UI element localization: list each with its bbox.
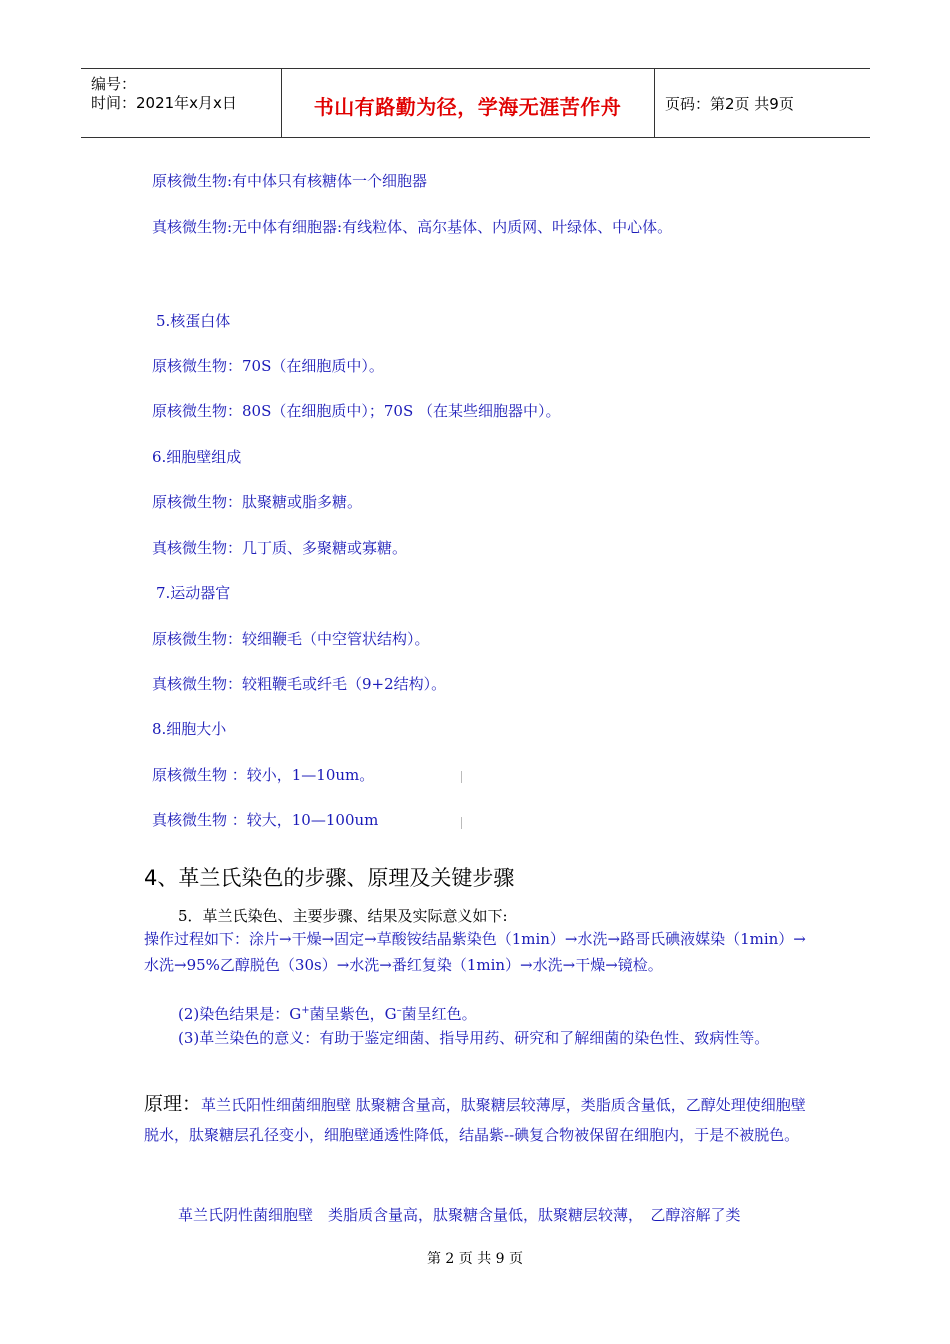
subheading: 8.细胞大小 <box>152 720 227 738</box>
result-line <box>178 1003 477 1024</box>
subheading: 6.细胞壁组成 <box>152 448 242 466</box>
principle-text: 革兰氏阳性细菌细胞壁 肽聚糖含量高，肽聚糖层较薄厚，类脂质含量低，乙醇处理使细胞壁脱水，肽聚糖层孔径变小，细胞壁通透性降低，结晶紫--碘复合物被保留在细胞内，于是不被脱色。 <box>144 1096 806 1144</box>
header-info-cell <box>81 69 282 137</box>
principle-label: 原理： <box>144 1093 202 1115</box>
text-line: 真核微生物:无中体有细胞器:有线粒体、高尔基体、内质网、叶绿体、中心体。 <box>152 218 673 236</box>
section-heading: 4、革兰氏染色的步骤、原理及关键步骤 <box>144 866 515 890</box>
text-line: 原核微生物：70S（在细胞质中）。 <box>152 357 384 375</box>
text-line: 原核微生物：较细鞭毛（中空管状结构）。 <box>152 630 430 648</box>
text-cursor-mark <box>461 771 462 783</box>
subheading: 7.运动器官 <box>156 584 231 602</box>
negative-paragraph: 革兰氏阴性菌细胞壁 类脂质含量高，肽聚糖含量低，肽聚糖层较薄， 乙醇溶解了类 <box>178 1206 741 1224</box>
result-text-b: 菌呈紫色，G <box>309 1005 397 1023</box>
meaning-paragraph: (3)革兰染色的意义：有助于鉴定细菌、指导用药、研究和了解细菌的染色性、致病性等。 <box>178 1029 770 1047</box>
document-header <box>81 68 870 138</box>
text-line: 原核微生物 ：较小，1—10um。 <box>152 766 375 784</box>
page-number: 页码：第2页 共9页 <box>665 95 794 113</box>
text-line: 原核微生物:有中体只有核糖体一个细胞器 <box>152 172 428 190</box>
code-label: 编号： <box>91 75 137 93</box>
header-page-cell <box>655 69 870 137</box>
text-line: 真核微生物 ：较大，10—100um <box>152 811 379 829</box>
procedure-paragraph: 操作过程如下：涂片→干燥→固定→草酸铵结晶紫染色（1min）→水洗→路哥氏碘液媒染（1min）→水洗→95%乙醇脱色（30s）→水洗→番红复染（1min）→水洗→干燥→镜检。 <box>144 930 806 974</box>
text-cursor-mark <box>461 817 462 829</box>
header-motto-cell <box>281 69 655 137</box>
result-text-a: (2)染色结果是：G <box>178 1005 302 1023</box>
result-text-c: 菌呈红色。 <box>401 1005 477 1023</box>
principle-paragraph <box>144 1089 809 1150</box>
text-line: 原核微生物：肽聚糖或脂多糖。 <box>152 493 363 511</box>
subheading: 5.核蛋白体 <box>156 312 231 330</box>
section-intro: 5．革兰氏染色、主要步骤、结果及实际意义如下: <box>178 907 508 925</box>
motto: 书山有路勤为径，学海无涯苦作舟 <box>313 95 622 119</box>
page-footer: 第 2 页 共 9 页 <box>426 1251 524 1267</box>
date-label: 时间：2021年x月x日 <box>91 94 237 112</box>
text-line: 真核微生物：几丁质、多聚糖或寡糖。 <box>152 539 408 557</box>
gram-negative-sup: – <box>396 1005 402 1016</box>
text-line: 真核微生物：较粗鞭毛或纤毛（9+2结构）。 <box>152 675 447 693</box>
gram-positive-sup: + <box>301 1005 310 1016</box>
text-line: 原核微生物：80S（在细胞质中）；70S （在某些细胞器中）。 <box>152 402 561 420</box>
